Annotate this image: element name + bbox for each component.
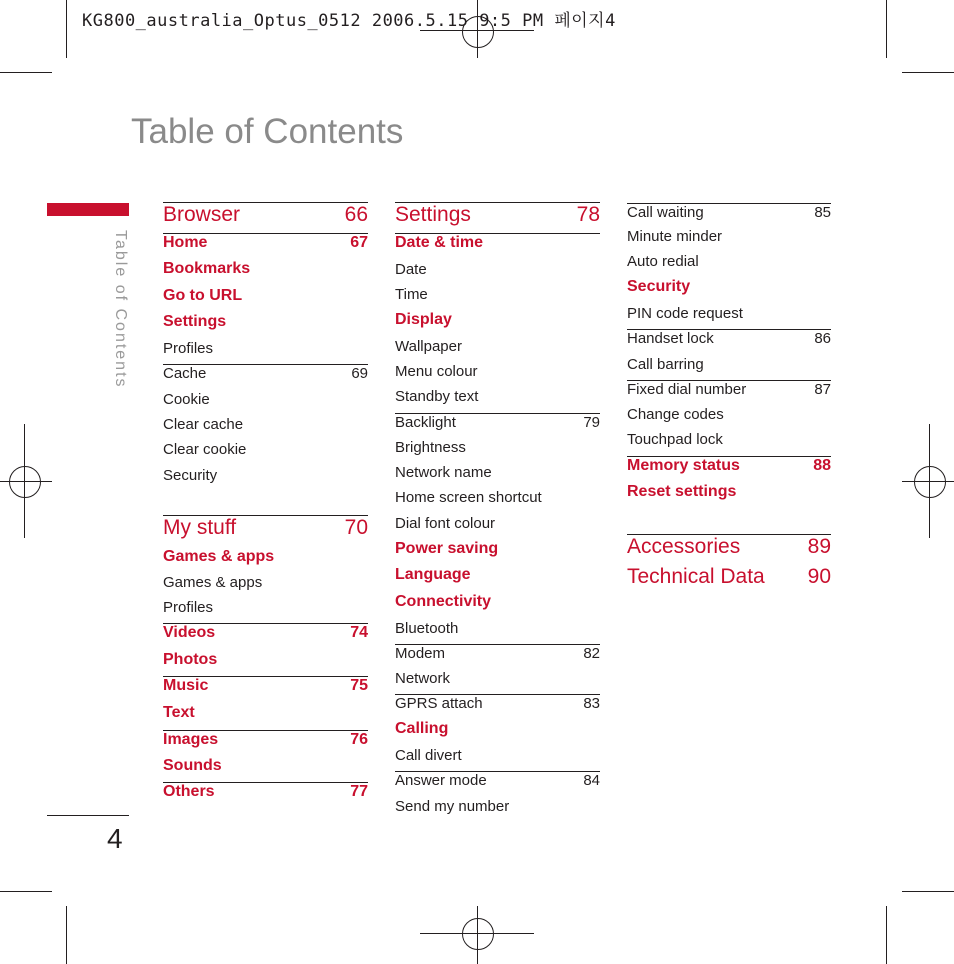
toc-entry-label: Cookie: [163, 391, 210, 408]
toc-entry-page-number: 84: [583, 772, 600, 789]
toc-subsection[interactable]: [163, 677, 368, 701]
toc-subsection[interactable]: [395, 234, 600, 258]
toc-entry-page-number: 90: [807, 565, 831, 588]
page-number-rule: [47, 815, 129, 816]
page-title: Table of Contents: [131, 112, 404, 151]
toc-entry-label: PIN code request: [627, 305, 743, 322]
toc-entry-page-number: 74: [350, 624, 368, 641]
toc-subsection[interactable]: [163, 313, 368, 337]
toc-entry-label: Auto redial: [627, 253, 699, 270]
toc-item[interactable]: [395, 670, 600, 692]
toc-item[interactable]: [395, 620, 600, 642]
toc-item[interactable]: [395, 489, 600, 511]
toc-entry-page-number: 85: [814, 204, 831, 221]
toc-entry-label: Bookmarks: [163, 260, 251, 277]
toc-entry-label: My stuff: [163, 516, 237, 539]
toc-item[interactable]: [627, 406, 831, 428]
toc-item[interactable]: [627, 204, 831, 226]
toc-item[interactable]: [163, 391, 368, 413]
toc-entry-page-number: 83: [583, 695, 600, 712]
toc-item[interactable]: [395, 747, 600, 769]
toc-entry-label: Date & time: [395, 234, 484, 251]
toc-item[interactable]: [627, 356, 831, 378]
toc-item[interactable]: [395, 414, 600, 436]
toc-entry-label: Modem: [395, 645, 446, 662]
toc-entry-label: Wallpaper: [395, 338, 462, 355]
toc-item[interactable]: [163, 599, 368, 621]
registration-line: [420, 933, 534, 934]
toc-entry-label: Games & apps: [163, 548, 275, 565]
toc-subsection[interactable]: [395, 720, 600, 744]
toc-section[interactable]: [163, 516, 368, 544]
toc-subsection[interactable]: [627, 457, 831, 481]
toc-entry-label: Dial font colour: [395, 515, 496, 532]
toc-item[interactable]: [395, 515, 600, 537]
toc-item[interactable]: [163, 467, 368, 489]
toc-item[interactable]: [163, 340, 368, 362]
toc-entry-label: Profiles: [163, 340, 214, 357]
toc-entry-label: Text: [163, 704, 195, 721]
toc-item[interactable]: [163, 365, 368, 387]
toc-entry-label: Memory status: [627, 457, 740, 474]
registration-mark-icon: [462, 918, 494, 950]
toc-entry-label: Settings: [395, 203, 471, 226]
toc-entry-label: Images: [163, 731, 219, 748]
toc-entry-label: Date: [395, 261, 427, 278]
toc-subsection[interactable]: [163, 651, 368, 675]
toc-entry-label: Profiles: [163, 599, 214, 616]
toc-entry-label: Home: [163, 234, 208, 251]
toc-entry-label: Bluetooth: [395, 620, 459, 637]
toc-entry-label: Backlight: [395, 414, 456, 431]
toc-entry-page-number: 67: [350, 234, 368, 251]
toc-subsection[interactable]: [627, 278, 831, 302]
toc-entry-page-number: 75: [350, 677, 368, 694]
section-tab-marker: [47, 203, 129, 216]
toc-entry-label: Handset lock: [627, 330, 714, 347]
toc-item[interactable]: [395, 464, 600, 486]
toc-entry-label: Home screen shortcut: [395, 489, 542, 506]
crop-mark: [0, 72, 52, 73]
crop-mark: [902, 891, 954, 892]
toc-entry-label: Call waiting: [627, 204, 704, 221]
toc-entry-label: Calling: [395, 720, 449, 737]
toc-entry-label: Menu colour: [395, 363, 478, 380]
toc-entry-page-number: 76: [350, 731, 368, 748]
toc-entry-label: Games & apps: [163, 574, 263, 591]
toc-item[interactable]: [395, 363, 600, 385]
toc-entry-label: Answer mode: [395, 772, 487, 789]
registration-line: [477, 906, 478, 964]
toc-entry-label: Cache: [163, 365, 207, 382]
toc-entry-label: Music: [163, 677, 209, 694]
toc-entry-label: Videos: [163, 624, 216, 641]
toc-entry-page-number: 89: [807, 535, 831, 558]
toc-subsection[interactable]: [163, 260, 368, 284]
toc-subsection[interactable]: [395, 566, 600, 590]
toc-entry-label: Standby text: [395, 388, 479, 405]
toc-subsection[interactable]: [627, 483, 831, 507]
toc-entry-label: Settings: [163, 313, 227, 330]
toc-entry-page-number: 86: [814, 330, 831, 347]
side-section-label: Table of Contents: [112, 230, 129, 389]
crop-mark: [66, 0, 67, 58]
crop-mark: [0, 891, 52, 892]
toc-subsection[interactable]: [163, 704, 368, 728]
toc-item[interactable]: [627, 381, 831, 403]
toc-item[interactable]: [395, 388, 600, 410]
toc-section[interactable]: [627, 565, 831, 593]
toc-subsection[interactable]: [163, 287, 368, 311]
toc-item[interactable]: [627, 305, 831, 327]
toc-entry-label: Network name: [395, 464, 492, 481]
toc-entry-label: Go to URL: [163, 287, 243, 304]
toc-entry-label: GPRS attach: [395, 695, 483, 712]
crop-mark: [886, 0, 887, 58]
toc-subsection[interactable]: [163, 783, 368, 807]
toc-item[interactable]: [395, 439, 600, 461]
toc-entry-label: Minute minder: [627, 228, 723, 245]
toc-item[interactable]: [395, 772, 600, 794]
toc-item[interactable]: [627, 330, 831, 352]
toc-entry-label: Send my number: [395, 798, 510, 815]
crop-mark: [66, 906, 67, 964]
toc-entry-label: Others: [163, 783, 215, 800]
toc-subsection[interactable]: [395, 540, 600, 564]
toc-item[interactable]: [395, 695, 600, 717]
toc-entry-page-number: 87: [814, 381, 831, 398]
toc-subsection[interactable]: [163, 624, 368, 648]
toc-entry-label: Browser: [163, 203, 241, 226]
toc-item[interactable]: [627, 228, 831, 250]
toc-entry-label: Sounds: [163, 757, 222, 774]
toc-entry-label: Power saving: [395, 540, 499, 557]
toc-item[interactable]: [395, 338, 600, 360]
toc-entry-page-number: 70: [344, 516, 368, 539]
toc-item[interactable]: [163, 574, 368, 596]
toc-subsection[interactable]: [395, 593, 600, 617]
toc-item[interactable]: [395, 261, 600, 283]
toc-entry-label: Security: [163, 467, 218, 484]
toc-entry-page-number: 69: [351, 365, 368, 382]
toc-entry-page-number: 88: [813, 457, 831, 474]
toc-entry-label: Call divert: [395, 747, 462, 764]
toc-entry-label: Display: [395, 311, 452, 328]
toc-entry-label: Time: [395, 286, 428, 303]
toc-entry-page-number: 78: [576, 203, 600, 226]
toc-section[interactable]: [163, 203, 368, 231]
registration-line: [902, 481, 954, 482]
toc-entry-page-number: 82: [583, 645, 600, 662]
print-file-info: KG800_australia_Optus_0512 2006.5.15 9:5 PM 페이지4: [82, 11, 616, 31]
toc-item[interactable]: [163, 416, 368, 438]
toc-entry-label: Touchpad lock: [627, 431, 723, 448]
toc-entry-page-number: 79: [583, 414, 600, 431]
toc-entry-label: Technical Data: [627, 565, 765, 588]
toc-subsection[interactable]: [163, 548, 368, 572]
toc-item[interactable]: [395, 645, 600, 667]
toc-entry-page-number: 77: [350, 783, 368, 800]
toc-entry-label: Photos: [163, 651, 218, 668]
toc-item[interactable]: [395, 286, 600, 308]
toc-section[interactable]: [627, 535, 831, 563]
toc-section[interactable]: [395, 203, 600, 231]
toc-entry-page-number: 66: [344, 203, 368, 226]
toc-subsection[interactable]: [163, 731, 368, 755]
toc-item[interactable]: [163, 441, 368, 463]
toc-entry-label: Fixed dial number: [627, 381, 747, 398]
toc-entry-label: Clear cache: [163, 416, 244, 433]
toc-subsection[interactable]: [163, 234, 368, 258]
toc-entry-label: Network: [395, 670, 451, 687]
toc-entry-label: Accessories: [627, 535, 741, 558]
registration-line: [0, 481, 52, 482]
toc-entry-label: Change codes: [627, 406, 724, 423]
toc-subsection[interactable]: [395, 311, 600, 335]
toc-item[interactable]: [395, 798, 600, 820]
toc-item[interactable]: [627, 431, 831, 453]
toc-item[interactable]: [627, 253, 831, 275]
toc-entry-label: Call barring: [627, 356, 704, 373]
crop-mark: [902, 72, 954, 73]
toc-entry-label: Security: [627, 278, 691, 295]
crop-mark: [886, 906, 887, 964]
toc-entry-label: Brightness: [395, 439, 466, 456]
toc-entry-label: Clear cookie: [163, 441, 247, 458]
page-number: 4: [107, 823, 123, 854]
registration-mark-icon: [9, 466, 41, 498]
toc-entry-label: Language: [395, 566, 471, 583]
toc-subsection[interactable]: [163, 757, 368, 781]
registration-mark-icon: [914, 466, 946, 498]
toc-entry-label: Reset settings: [627, 483, 737, 500]
toc-entry-label: Connectivity: [395, 593, 492, 610]
